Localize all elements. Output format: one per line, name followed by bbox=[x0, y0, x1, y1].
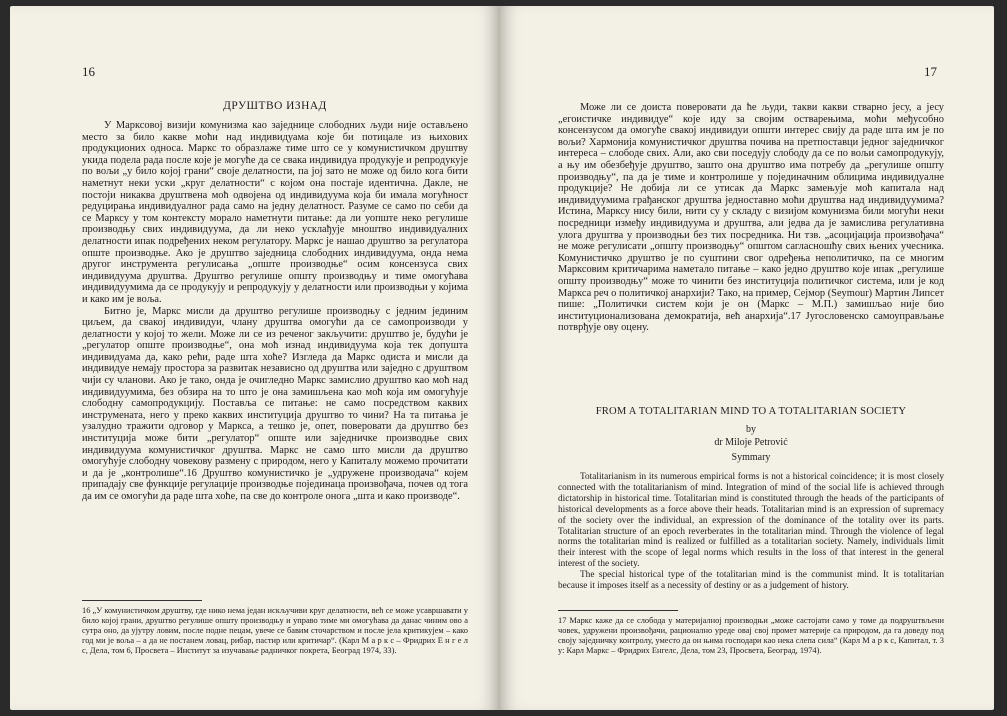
paragraph: У Марксовој визији комунизма као заједнице слободних људи није остављено место за било какве моћи над индивидуама које би потицале из њихових продукционих односа. Маркс то образлаже тиме што се у комунистичком друштву укида подела рада после које је могуће да се свака индивидуа продукује и репродукује по вољи „у било којој грани“ своје делатности, па јој зато не може од било кога бити наметнут неки уски „круг делатности“ с којом она постаје идентична. Дакле, не постоји никаква друштвена моћ одвојена од индивидуума која би имала могућност редуцирања индивидуалног рада само на једну делатност. Разуме се само по себи да се Марксу у том контексту морало наметнути питање: да ли уопште неко регулише производњу свих индивидуума, да ли неко усклађује мноштво индивидуалних делатности ипак подређених неком регулатору. Маркс је нашао друштво за регулатора опште производње. Ако је друштво заједница слободних индивидуума, онда нема другог инструмента регулисања „опште производње“ осим консензуса свих индивидуума друштва. Друштво регулише општу производњу и тиме омогућава индивидуумима да се продукују и репродукују у делатности или производњи у којима и како им је воља. bbox=[82, 120, 468, 305]
body-text bbox=[558, 102, 944, 334]
chapter-title: ДРУШТВО ИЗНАД bbox=[223, 100, 327, 112]
left-page bbox=[10, 6, 498, 710]
summary-label: Symmary bbox=[731, 452, 771, 463]
footnote-rule bbox=[82, 600, 202, 601]
paragraph: Може ли се доиста поверовати да ће људи, такви какви стварно јесу, а јесу „егоистичке индивидуе“ које иду за својим остварењима, моћи међусобно консензусом да омогуће свакој индивидуи општи интерес свију да раде шта им је по вољи? Хармонија комунистичког друштва почива на претпоставци једног заједничког интереса – слободе свих. Али, ако сви поседују слободу да се по вољи самопродукују, а њу им обезбеђује друштво, зашто она друштво има потребу да „регулише општу производњу“, па да је тиме и контролише у појединачним облицима индивидуалне продукције? Не добија ли се утисак да Маркс замењује моћ капитала над индивидуумима грађанског друштва једноставно моћи друштва над индивидуумима? Истина, Марксу нису били, нити су у складу с визијом комунизма били могући неки посредници између индивидуума и друштва, али једва да је замислива регулативна улога друштва у производњи без тих посредника. Ни тзв. „асоцијација произвођача“ не може регулисати „општу производњу“ општом сагласношћу свих њених учесника. Комунистичко друштво је по суштини свог одређења неполитичко, па се многим Марксовим критичарима наметало питање – како једно друштво које ипак „регулише општу производњу“ може то чинити без институција политичког система, или је код Маркса реч о политичкој анархији? Тако, на пример, Сејмор (Seymour) Мартин Липсет пише: „Политички систем који је он (Маркс – М.П.) замишљао није био институционализована демократија, већ анархија“.17 Југословенско самоуправљање потврђује ову оцену. bbox=[558, 102, 944, 334]
right-page bbox=[500, 6, 994, 710]
page-number: 16 bbox=[82, 64, 95, 79]
summary-body bbox=[558, 472, 944, 592]
summary-author: dr Miloje Petrović bbox=[714, 437, 788, 448]
page-number: 17 bbox=[924, 64, 937, 79]
summary-title: FROM A TOTALITARIAN MIND TO A TOTALITARIAN SOCIETY bbox=[595, 406, 907, 417]
paragraph: Totalitarianism in its numerous empirical forms is not a historical coincidence; it is most closely connected with the totalitarianism of mind. Integration of mind of the social life is achieved through dictatorship in historical time. Totalitarian mind is constituted through the heads of the participants of historical developments as a force above their heads. Totalitarian mind is an expression of supremacy of the society over the individual, an expression of the dominance of the totality over its parts. Totalitarian structure of an epoch reverberates in the totalitarian mind. Through the violence of legal norms the totalitarian mind is realized or fulfilled as a totalitarian society. Namely, individuals limit their interest with the scope of legal norms which results in the loss of that interest in the general interest of the society. bbox=[558, 472, 944, 570]
paragraph: Битно је, Маркс мисли да друштво регулише производњу с једним јединим циљем, да свакој индивидуи, члану друштва омогући да се самопроизводи у делатности у којој то жели. Може ли се из реченог закључити: друштво је, будући је „регулатор опште производње“, она моћ изнад индивидуума која тек допушта индивидуама да, како рећи, раде шта хоће? Изгледа да Маркс одиста и мисли да индивидуе немају простора за развитак независно од друштва или заједно с друштвом чији су чланови. Ако је тако, онда је очигледно Маркс замислио друштво као моћ над индивидуумима, без обзира на то што је она замишљена као моћ која им омогућује слободну самопродукцију. Поставља се питање: не само посредством каквих инструмената, него у преко каквих институција друштво то чини? На та питања је узалудно тражити одговор у Маркса, а тешко је, опет, поверовати да друштво без институција може бити „регулатор“ опште или заједничке производње свих индивидуума комунистичког друштва. Маркс не само што мисли да друштво омогућује слободну човекову размену с природом, него у Капиталу можемо прочитати и да је „контролише“.16 Друштво комунистичко је „удружене производача“ којем припадају све функције регулације производње појединаца произвођача, почев од тога да им се омогући да раде шта хоће, па све до контроле онога „шта и како производе“. bbox=[82, 305, 468, 502]
footnote: 17 Маркс каже да се слобода у материјалној производњи „може састојати само у томе да подруштвљени човек, удружени произвођачи, рационално уреде овај свој промет материје са природом, да га доведу под своју заједничку контролу, уместо да он њима господари као нека слепа сила“ (Карл М а р к с, Капитал, т. 3 у: Карл Маркс – Фридрих Енгелс, Дела, том 23, Просвета, Београд, 1974). bbox=[558, 616, 944, 655]
body-text bbox=[82, 120, 468, 503]
footnote: 16 „У комунистичком друштву, где нико нема један искључиви круг делатности, већ се може усавршавати у било којој грани, друштво регулише општу производњу и управо тиме ми омогућава да данас чиним ово а сутра оно, да ујутру ловим, после подне пецам, увече се бавим сточарством и после јела критикујем – како год ми је воља – а да не постанем ловац, рибар, пастир или критичар“. (Карл М а р к с – Фридрих Е н г е л с, Дела, том 6, Просвета – Институт за изучавање радничког покрета, Београд 1974, 33). bbox=[82, 606, 468, 655]
summary-by: by bbox=[746, 424, 756, 435]
footnote-rule bbox=[558, 610, 678, 611]
paragraph: The special historical type of the totalitarian mind is the communist mind. It is totalitarian because it imposes itself as a necessity of destiny or as a judgement of history. bbox=[558, 570, 944, 592]
